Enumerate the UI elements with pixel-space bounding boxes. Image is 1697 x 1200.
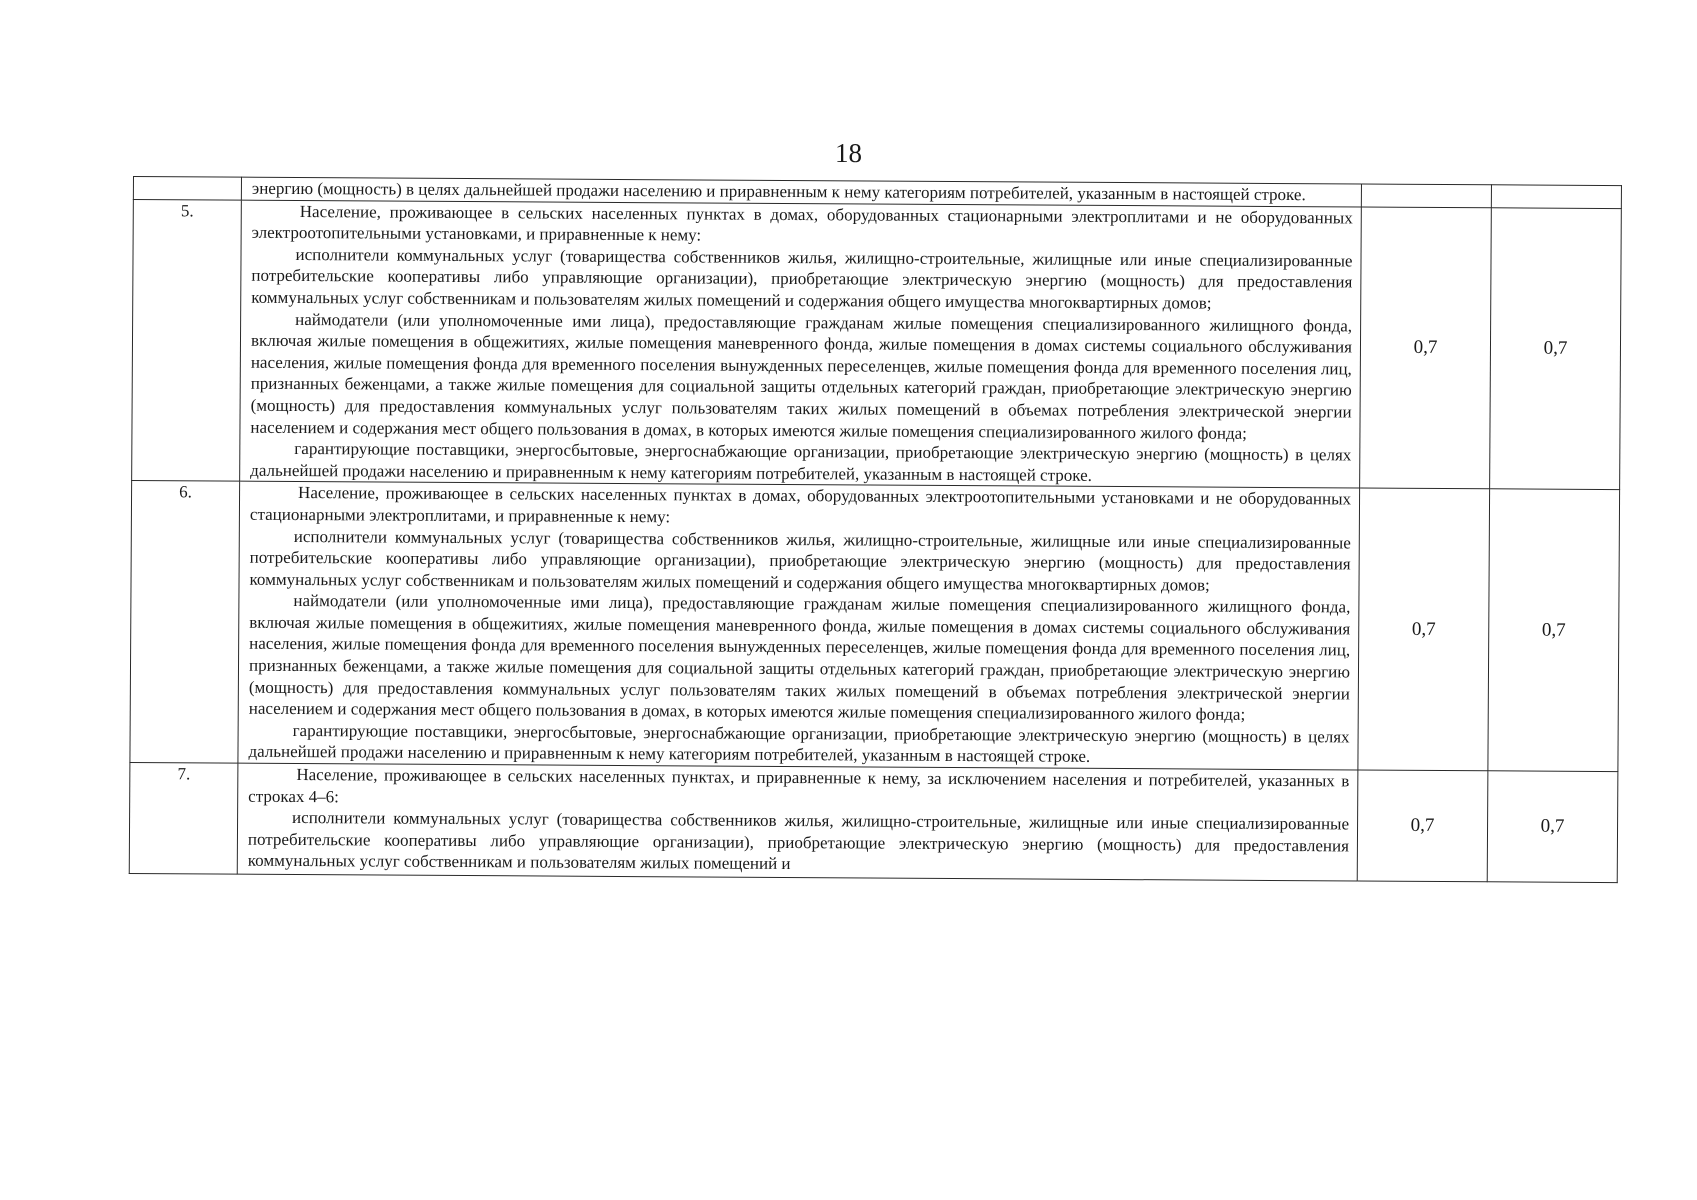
paragraph: Население, проживающее в сельских населенных пунктах в домах, оборудованных стационарными электроплитами и не оборудованных электроотопительными установками, и приравненные к нему: (251, 201, 1353, 245)
row-number: 5. (132, 199, 242, 481)
value-cell-1 (1361, 184, 1491, 207)
page-number: 18 (835, 138, 862, 168)
table-row (130, 481, 1620, 772)
paragraph: наймодатели (или уполномоченные ими лица), предоставляющие гражданам жилые помещения специализированного жилищного фонда, включая жилые помещения в общежитиях, жилые помещения маневренного фонда, жилые помещения в домах системы социального обслуживания населения, жилые помещения фонда для временного поселения вынужденных переселенцев, жилые помещения фонда для временного поселения лиц, признанных беженцами, а также жилые помещения для социальной защиты отдельных категорий граждан, приобретающие электрическую энергию (мощность) для предоставления коммунальных услуг пользователям таких жилых помещений в объемах потребления электрической энергии населением и содержания мест общего пользования в домах, в которых имеются жилые помещения специализированного жилого фонда; (250, 309, 1353, 443)
row-text (240, 200, 1362, 489)
row-number: 7. (129, 763, 238, 875)
paragraph: гарантирующие поставщики, энергосбытовые, энергоснабжающие организации, приобретающие электрическую энергию (мощность) в целях дальнейшей продажи населению и приравненным к нему категориям потребителей, указанным в настоящей строке. (250, 439, 1352, 485)
value-cell-2: 0,7 (1487, 771, 1618, 883)
row-text (237, 763, 1358, 881)
paragraph: Население, проживающее в сельских населенных пунктах в домах, оборудованных электроотопительными установками и не оборудованных стационарными электроплитами, и приравненные к нему: (249, 483, 1352, 527)
paragraph: исполнители коммунальных услуг (товарищества собственников жилья, жилищно-строительные, жилищные или иные специализированные потребительские кооперативы либо управляющие организации), приобретающие электрическую энергию (мощность) для предоставления коммунальных услуг собственникам и пользователям жилых помещений и (247, 808, 1350, 874)
value-cell-1: 0,7 (1360, 207, 1492, 490)
paragraph: гарантирующие поставщики, энергосбытовые, энергоснабжающие организации, приобретающие электрическую энергию (мощность) в целях дальнейшей продажи населению и приравненным к нему категориям потребителей, указанным в настоящей строке. (248, 720, 1350, 767)
value-cell-2: 0,7 (1490, 207, 1622, 490)
paragraph: исполнители коммунальных услуг (товарищества собственников жилья, жилищно-строительные, жилищные или иные специализированные потребительские кооперативы либо управляющие организации), приобретающие электрическую энергию (мощность) для предоставления коммунальных услуг собственникам и пользователям жилых помещений и содержания общего имущества многоквартирных домов; (249, 526, 1351, 595)
value-cell-1: 0,7 (1358, 488, 1490, 771)
table-row (129, 763, 1618, 883)
value-cell-2: 0,7 (1488, 489, 1620, 772)
paragraph: исполнители коммунальных услуг (товарищества собственников жилья, жилищно-строительные, жилищные или иные специализированные потребительские кооперативы либо управляющие организации), приобретающие электрическую энергию (мощность) для предоставления коммунальных услуг собственникам и пользователям жилых помещений и содержания общего имущества многоквартирных домов; (251, 244, 1353, 313)
value-cell-2 (1491, 185, 1621, 208)
row-number: 6. (130, 481, 240, 763)
table-row (132, 199, 1622, 490)
row-number (133, 177, 241, 200)
paragraph: наймодатели (или уполномоченные ими лица), предоставляющие гражданам жилые помещения специализированного жилищного фонда, включая жилые помещения в общежитиях, жилые помещения маневренного фонда, жилые помещения в домах системы социального обслуживания населения, жилые помещения фонда для временного поселения вынужденных переселенцев, жилые помещения фонда для временного поселения лиц, признанных беженцами, а также жилые помещения для социальной защиты отдельных категорий граждан, приобретающие электрическую энергию (мощность) для предоставления коммунальных услуг пользователям таких жилых помещений в объемах потребления электрической энергии населением и содержания мест общего пользования в домах, в которых имеются жилые помещения специализированного жилого фонда; (248, 591, 1351, 725)
row-text (238, 481, 1360, 770)
paragraph: энергию (мощность) в целях дальнейшей продажи населению и приравненным к нему категориям потребителей, указанным в настоящей строке. (251, 178, 1306, 205)
tariff-table (129, 176, 1622, 883)
value-cell-1: 0,7 (1357, 770, 1488, 882)
paragraph: Население, проживающее в сельских населенных пунктах, и приравненные к нему, за исключением населения и потребителей, указанных в строках 4–6: (248, 765, 1350, 806)
